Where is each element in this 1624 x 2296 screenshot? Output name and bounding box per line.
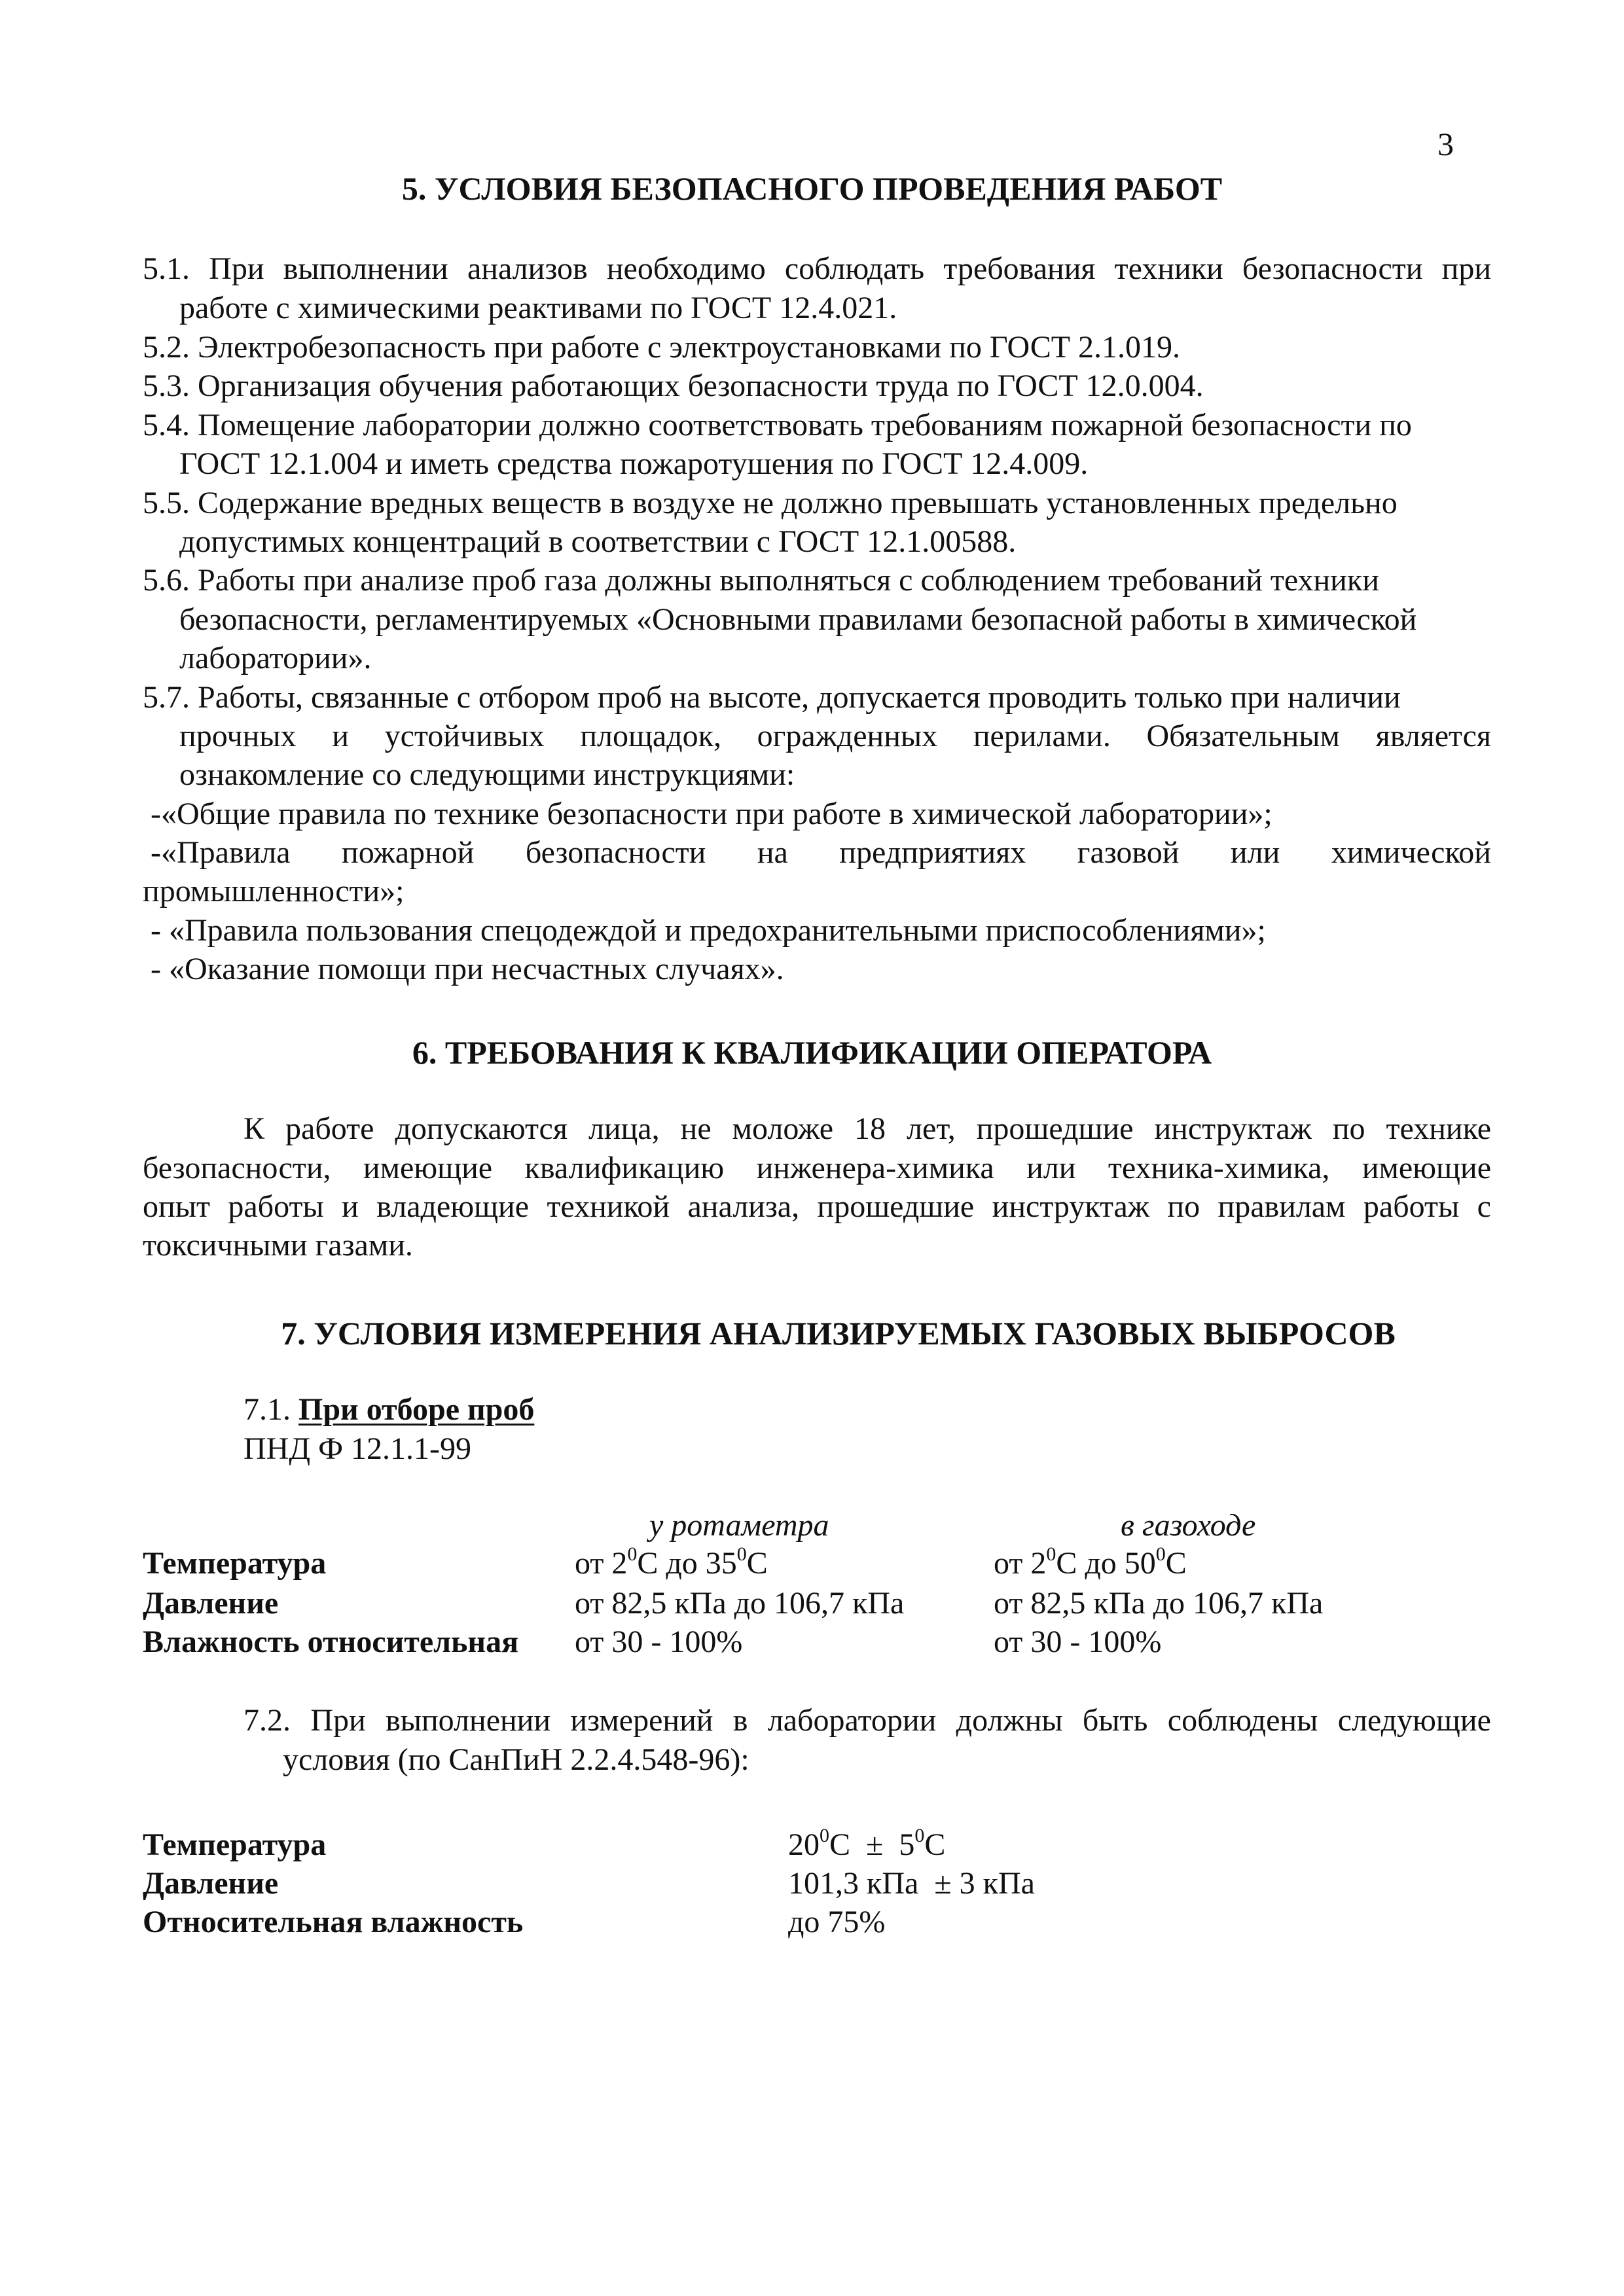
word: 18 xyxy=(854,1111,886,1146)
word: Обязательным xyxy=(1146,719,1340,753)
text: от 2 xyxy=(994,1546,1047,1581)
sub-7-2-line-1 xyxy=(244,1702,1491,1740)
word: на xyxy=(757,835,788,870)
section-6-heading: 6. ТРЕБОВАНИЯ К КВАЛИФИКАЦИИ ОПЕРАТОРА xyxy=(412,1034,1212,1071)
sub-7-1-title: При отборе проб xyxy=(298,1392,535,1427)
text: С xyxy=(746,1546,768,1581)
word: При xyxy=(209,251,264,286)
page-number: 3 xyxy=(1437,126,1454,162)
word: инструктаж xyxy=(1154,1111,1312,1146)
item-5-7-line-2 xyxy=(179,717,1491,755)
word: не xyxy=(680,1111,712,1146)
word: технике xyxy=(1386,1111,1491,1146)
word: опыт xyxy=(143,1189,210,1224)
table2-row-temperature-param: Температура xyxy=(143,1827,327,1862)
degree-sign: 0 xyxy=(736,1543,747,1565)
word: предприятиях xyxy=(839,835,1026,870)
word: должны xyxy=(956,1703,1063,1738)
section-7-heading: 7. УСЛОВИЯ ИЗМЕРЕНИЯ АНАЛИЗИРУЕМЫХ ГАЗОВЫХ ВЫБРОСОВ xyxy=(281,1315,1396,1352)
word: владеющие xyxy=(376,1189,530,1224)
word: при xyxy=(1441,251,1491,286)
word: инженера-химика xyxy=(756,1151,994,1185)
item-5-5-line-1: 5.5. Содержание вредных веществ в воздухе не должно превышать установленных предельно xyxy=(143,486,1398,520)
word: При xyxy=(310,1703,366,1738)
word: в xyxy=(732,1703,748,1738)
word: или xyxy=(1230,835,1280,870)
table1-row-pressure-gas: от 82,5 кПа до 106,7 кПа xyxy=(994,1586,1324,1621)
word: быть xyxy=(1082,1703,1148,1738)
table1-col-gas-duct: в газоходе xyxy=(1121,1508,1256,1543)
word: квалификацию xyxy=(524,1151,725,1185)
sub-7-1-title-row xyxy=(244,1391,534,1429)
word: или xyxy=(1026,1151,1076,1185)
word: техника-химика, xyxy=(1108,1151,1330,1185)
instruction-2-line-2: промышленности»; xyxy=(143,874,405,908)
item-5-6-line-1: 5.6. Работы при анализе проб газа должны выполняться с соблюдением требований техники xyxy=(143,563,1379,598)
word: инструктаж xyxy=(992,1189,1149,1224)
table1-row-humidity-rot: от 30 - 100% xyxy=(575,1624,743,1659)
word: К xyxy=(244,1111,265,1146)
table1-row-pressure-param: Давление xyxy=(143,1586,279,1621)
word: прошедшие xyxy=(976,1111,1134,1146)
word: площадок, xyxy=(580,719,721,753)
word: устойчивых xyxy=(384,719,545,753)
item-5-1-line-2: работе с химическими реактивами по ГОСТ 12.4.021. xyxy=(179,291,897,325)
word: лица, xyxy=(588,1111,660,1146)
word: по xyxy=(1332,1111,1365,1146)
word: безопасности xyxy=(525,835,706,870)
word: измерений xyxy=(570,1703,713,1738)
word: огражденных xyxy=(757,719,938,753)
section-6-para-line-2 xyxy=(143,1149,1491,1187)
table2-row-pressure-value: 101,3 кПа ± 3 кПа xyxy=(788,1866,1035,1901)
text: С xyxy=(924,1827,946,1862)
table1-row-temperature-rot xyxy=(575,1545,768,1583)
word: газовой xyxy=(1077,835,1180,870)
word: -«Правила xyxy=(151,835,291,870)
word: необходимо xyxy=(606,251,766,286)
word: техникой xyxy=(547,1189,670,1224)
item-5-1-line-1 xyxy=(143,250,1491,288)
word: 7.2. xyxy=(244,1703,291,1738)
item-5-6-line-2: безопасности, регламентируемых «Основными правилами безопасной работы в химической xyxy=(179,602,1417,637)
section-6-para-line-3 xyxy=(143,1188,1491,1226)
table2-row-humidity-value: до 75% xyxy=(788,1905,886,1939)
word: анализов xyxy=(467,251,588,286)
instruction-2-line-1 xyxy=(151,834,1491,872)
word: прошедшие xyxy=(817,1189,975,1224)
word: выполнении xyxy=(283,251,448,286)
word: работы xyxy=(1363,1189,1460,1224)
word: лаборатории xyxy=(767,1703,937,1738)
text: 20 xyxy=(788,1827,820,1862)
item-5-7-line-1: 5.7. Работы, связанные с отбором проб на высоте, допускается проводить только при наличии xyxy=(143,680,1401,715)
item-5-2: 5.2. Электробезопасность при работе с электроустановками по ГОСТ 2.1.019. xyxy=(143,330,1181,365)
word: является xyxy=(1375,719,1491,753)
word: правилам xyxy=(1218,1189,1346,1224)
word: соблюдать xyxy=(784,251,925,286)
table2-row-humidity-param: Относительная влажность xyxy=(143,1905,524,1939)
degree-sign: 0 xyxy=(1155,1543,1166,1565)
word: с xyxy=(1477,1189,1491,1224)
text: С до 35 xyxy=(637,1546,737,1581)
word: работе xyxy=(285,1111,374,1146)
sub-7-1-doc: ПНД Ф 12.1.1-99 xyxy=(244,1431,471,1466)
table2-row-pressure-param: Давление xyxy=(143,1866,279,1901)
section-6-para-line-4: токсичными газами. xyxy=(143,1228,413,1263)
item-5-6-line-3: лаборатории». xyxy=(179,641,372,675)
item-5-4-line-1: 5.4. Помещение лаборатории должно соответствовать требованиям пожарной безопасности по xyxy=(143,408,1412,442)
text: от 2 xyxy=(575,1546,628,1581)
word: и xyxy=(332,719,349,753)
word: перилами. xyxy=(973,719,1111,753)
degree-sign: 0 xyxy=(820,1825,829,1846)
word: соблюдены xyxy=(1167,1703,1318,1738)
word: 5.1. xyxy=(143,251,190,286)
word: по xyxy=(1167,1189,1200,1224)
word: моложе xyxy=(732,1111,834,1146)
item-5-4-line-2: ГОСТ 12.1.004 и иметь средства пожаротушения по ГОСТ 12.4.009. xyxy=(179,446,1089,481)
degree-sign: 0 xyxy=(914,1825,925,1846)
item-5-5-line-2: допустимых концентраций в соответствии с ГОСТ 12.1.00588. xyxy=(179,524,1017,559)
word: лет, xyxy=(907,1111,956,1146)
item-5-3: 5.3. Организация обучения работающих безопасности труда по ГОСТ 12.0.004. xyxy=(143,368,1204,403)
degree-sign: 0 xyxy=(627,1543,638,1565)
sub-7-2-line-2: условия (по СанПиН 2.2.4.548-96): xyxy=(283,1742,749,1777)
degree-sign: 0 xyxy=(1046,1543,1056,1565)
word: и xyxy=(342,1189,359,1224)
text: С xyxy=(1165,1546,1187,1581)
text: С до 50 xyxy=(1056,1546,1156,1581)
word: безопасности xyxy=(1242,251,1423,286)
word: имеющие xyxy=(363,1151,493,1185)
word: пожарной xyxy=(342,835,475,870)
table1-col-rotameter: у ротаметра xyxy=(649,1508,829,1543)
word: выполнении xyxy=(386,1703,551,1738)
word: химической xyxy=(1331,835,1491,870)
instruction-4: - «Оказание помощи при несчастных случаях». xyxy=(151,952,784,986)
table1-row-temperature-param: Температура xyxy=(143,1546,327,1581)
word: прочных xyxy=(179,719,297,753)
table1-row-temperature-gas xyxy=(994,1545,1187,1583)
table1-row-humidity-gas: от 30 - 100% xyxy=(994,1624,1162,1659)
section-6-para-line-1 xyxy=(244,1110,1491,1148)
word: требования xyxy=(943,251,1096,286)
table2-row-temperature-value xyxy=(788,1826,945,1864)
text: С ± 5 xyxy=(829,1827,915,1862)
section-5-heading: 5. УСЛОВИЯ БЕЗОПАСНОГО ПРОВЕДЕНИЯ РАБОТ xyxy=(401,170,1223,207)
instruction-3: - «Правила пользования спецодеждой и предохранительными приспособлениями»; xyxy=(151,913,1266,948)
table1-row-pressure-rot: от 82,5 кПа до 106,7 кПа xyxy=(575,1586,905,1621)
table1-row-humidity-param: Влажность относительная xyxy=(143,1624,519,1659)
instruction-1: -«Общие правила по технике безопасности при работе в химической лаборатории»; xyxy=(151,797,1272,831)
item-5-7-line-3: ознакомление со следующими инструкциями: xyxy=(179,757,795,792)
sub-7-1-number: 7.1. xyxy=(244,1392,291,1427)
word: безопасности, xyxy=(143,1151,331,1185)
word: техники xyxy=(1114,251,1223,286)
word: работы xyxy=(228,1189,324,1224)
word: допускаются xyxy=(395,1111,568,1146)
word: имеющие xyxy=(1362,1151,1491,1185)
word: следующие xyxy=(1337,1703,1491,1738)
word: анализа, xyxy=(687,1189,800,1224)
